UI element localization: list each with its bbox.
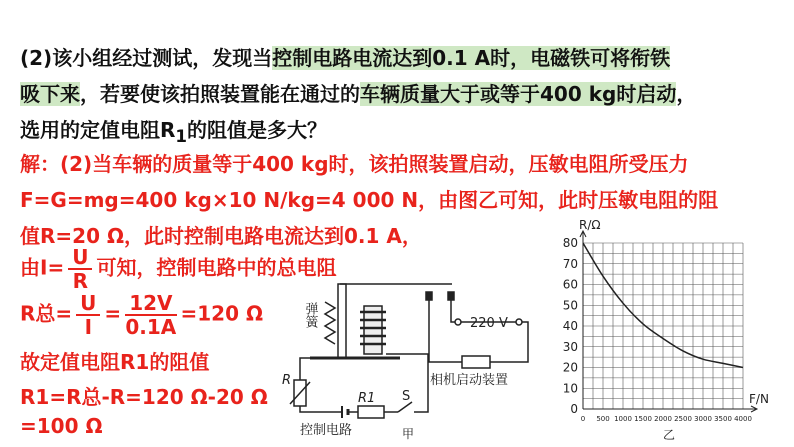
highlight-mass-condition: 车辆质量大于或等于400 kg时启动 bbox=[360, 82, 677, 106]
answer-line-7: R1=R总-R=120 Ω-20 Ω bbox=[20, 385, 268, 409]
question-line-3 bbox=[20, 114, 327, 146]
chart-caption: 乙 bbox=[663, 428, 676, 442]
r-label: R bbox=[282, 373, 292, 388]
x-tick-label: 3000 bbox=[694, 415, 712, 423]
denominator: 0.1A bbox=[125, 315, 177, 339]
control-wire-left bbox=[300, 358, 315, 380]
stand bbox=[338, 284, 346, 358]
y-tick-label: 20 bbox=[562, 360, 578, 375]
x-axis-label: F/N bbox=[749, 392, 769, 406]
terminal-right bbox=[516, 319, 522, 325]
y-tick-label: 80 bbox=[562, 236, 578, 250]
spring bbox=[325, 302, 335, 344]
y-axis bbox=[580, 231, 586, 409]
highlight-condition-2: 吸下来 bbox=[20, 82, 80, 106]
y-tick-label: 10 bbox=[562, 381, 578, 396]
x-tick-label: 1500 bbox=[634, 415, 652, 423]
chart-axes bbox=[580, 231, 757, 412]
x-tick-label: 2500 bbox=[674, 415, 692, 423]
highlight-condition: 控制电路电流达到0.1 A时，电磁铁可将衔铁 bbox=[272, 46, 671, 70]
y-tick-label: 40 bbox=[562, 319, 578, 333]
formula-text: =120 Ω bbox=[180, 301, 263, 326]
caption-jia: 甲 bbox=[402, 427, 415, 441]
spring-label: 弹簧 bbox=[302, 302, 318, 328]
denominator: R bbox=[72, 269, 89, 293]
formula-text: 由I= bbox=[20, 255, 65, 280]
question-text: 选用的定值电阻R bbox=[20, 118, 176, 142]
y-tick-label: 50 bbox=[562, 298, 578, 313]
x-axis bbox=[583, 406, 757, 412]
formula-text: = bbox=[104, 301, 122, 326]
circuit-diagram bbox=[280, 272, 550, 442]
answer-line-5 bbox=[20, 292, 263, 338]
r1-label: R1 bbox=[358, 391, 376, 406]
fraction-u-over-r bbox=[68, 246, 92, 292]
x-tick-label: 2000 bbox=[654, 415, 672, 423]
numerator: 12V bbox=[125, 292, 176, 316]
camera-device-box bbox=[462, 356, 490, 368]
x-tick-label: 500 bbox=[596, 415, 610, 423]
x-tick-label: 3500 bbox=[714, 415, 732, 423]
s-label: S bbox=[402, 389, 411, 404]
resistor-r1 bbox=[358, 406, 384, 418]
answer-line-6: 故定值电阻R1的阻值 bbox=[20, 350, 210, 374]
chart-grid bbox=[583, 243, 743, 409]
answer-line-2: F=G=mg=400 kg×10 N/kg=4 000 N，由图乙可知，此时压敏电阻的阻 bbox=[20, 188, 719, 212]
control-wire-bottom bbox=[300, 406, 342, 412]
x-tick-label: 1000 bbox=[614, 415, 632, 423]
formula-text: R总= bbox=[20, 301, 73, 326]
question-line-1 bbox=[20, 42, 670, 71]
contact-left bbox=[426, 292, 432, 300]
control-circuit-label: 控制电路 bbox=[300, 423, 353, 438]
y-axis-label: R/Ω bbox=[579, 218, 601, 232]
answer-line-3: 值R=20 Ω，此时控制电路电流达到0.1 A， bbox=[20, 224, 422, 248]
camera-label: 相机启动装置 bbox=[430, 373, 509, 388]
subscript: 1 bbox=[175, 127, 187, 146]
x-tick-label: 0 bbox=[580, 415, 586, 423]
r-f-chart bbox=[555, 218, 790, 443]
question-line-2 bbox=[20, 78, 696, 107]
y-tick-label: 70 bbox=[562, 256, 578, 271]
numerator: U bbox=[68, 246, 92, 270]
working-wire-left bbox=[429, 300, 462, 362]
question-text: ， bbox=[676, 82, 697, 106]
answer-line-1: 解：(2)当车辆的质量等于400 kg时，该拍照装置启动，压敏电阻所受压力 bbox=[20, 152, 689, 176]
y-tick-label: 30 bbox=[562, 339, 578, 354]
answer-line-8: =100 Ω bbox=[20, 414, 103, 438]
fraction-values bbox=[125, 292, 176, 338]
contact-right bbox=[448, 292, 454, 300]
terminal-left bbox=[455, 319, 461, 325]
y-tick-label: 0 bbox=[570, 402, 578, 416]
x-tick-label: 4000 bbox=[734, 415, 752, 423]
voltage-label: 220 V bbox=[470, 316, 508, 331]
question-text: 的阻值是多大？ bbox=[187, 118, 327, 142]
numerator: U bbox=[76, 292, 100, 316]
question-text: ，若要使该拍照装置能在通过的 bbox=[80, 82, 360, 106]
question-text: (2)该小组经过测试，发现当 bbox=[20, 46, 273, 70]
varistor-arrow bbox=[290, 382, 310, 404]
denominator: I bbox=[84, 315, 93, 339]
fraction-u-over-i bbox=[76, 292, 100, 338]
formula-text: 可知，控制电路中的总电阻 bbox=[96, 255, 337, 280]
y-tick-label: 60 bbox=[562, 277, 578, 292]
